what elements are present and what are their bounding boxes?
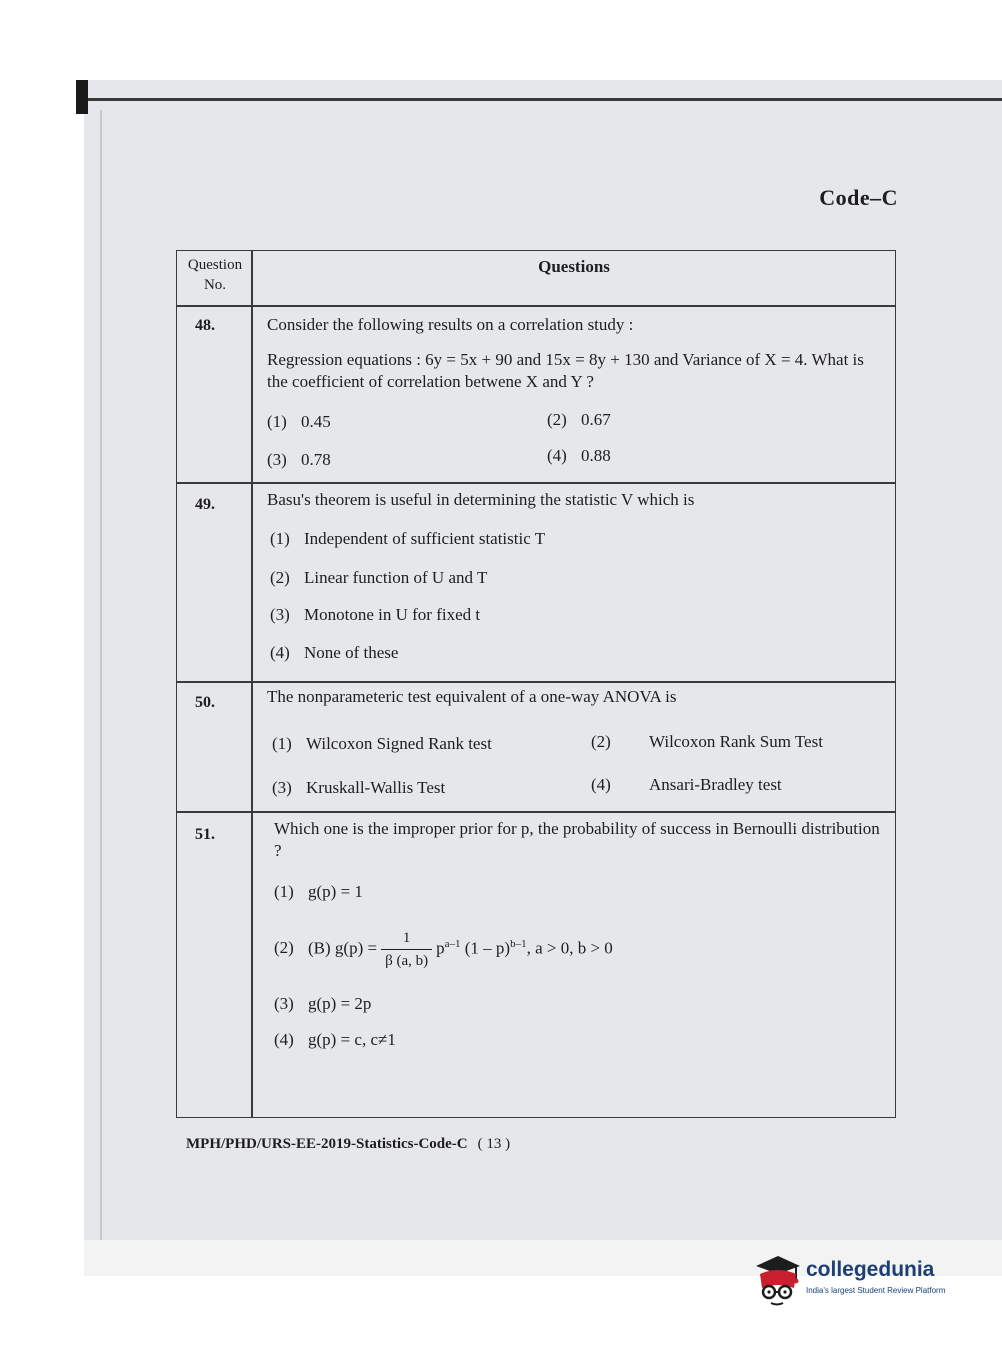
row-divider bbox=[177, 811, 895, 813]
option-text: 0.45 bbox=[301, 412, 331, 431]
footer-code: MPH/PHD/URS-EE-2019-Statistics-Code-C bbox=[186, 1136, 468, 1152]
logo-name: collegedunia bbox=[806, 1258, 935, 1281]
option-number: (1) bbox=[274, 882, 294, 901]
option-term: p bbox=[436, 938, 445, 958]
option-number: (1) bbox=[267, 412, 287, 431]
fraction-numerator: 1 bbox=[381, 927, 432, 950]
header-question-no: Question No. bbox=[187, 257, 243, 293]
fraction bbox=[381, 927, 432, 972]
option-number: (4) bbox=[274, 1030, 294, 1049]
option-text: Independent of sufficient statistic T bbox=[304, 529, 546, 548]
option-number: (4) bbox=[547, 446, 567, 465]
option-number: (3) bbox=[267, 450, 287, 469]
fraction-denominator: β (a, b) bbox=[385, 953, 429, 969]
option-text: Monotone in U for fixed t bbox=[304, 605, 481, 624]
column-divider bbox=[251, 251, 253, 1117]
logo-tagline: India's largest Student Review Platform bbox=[806, 1286, 946, 1295]
scan-binding-mark bbox=[76, 80, 88, 114]
option bbox=[267, 449, 331, 471]
option bbox=[267, 411, 331, 433]
option bbox=[274, 1029, 396, 1051]
question-text: Basu's theorem is useful in determining the statistic V which is bbox=[267, 490, 695, 509]
option-term: (1 – p) bbox=[460, 938, 511, 958]
option bbox=[274, 881, 363, 903]
page-number: ( 13 ) bbox=[477, 1136, 511, 1152]
option-number: (1) bbox=[270, 529, 290, 548]
row-divider bbox=[177, 482, 895, 484]
option-number: (4) bbox=[591, 775, 611, 794]
option-number: (4) bbox=[270, 643, 290, 662]
exponent: a–1 bbox=[444, 937, 461, 950]
option bbox=[547, 409, 611, 431]
option-number: (3) bbox=[272, 778, 292, 797]
option bbox=[270, 567, 487, 589]
option bbox=[274, 927, 613, 972]
option-number: (2) bbox=[274, 938, 294, 958]
option bbox=[274, 993, 371, 1015]
option bbox=[591, 774, 782, 796]
mascot-icon bbox=[752, 1252, 804, 1308]
question-text-detail: Regression equations : 6y = 5x + 90 and 15x = 8y + 130 and Variance of X = 4. What is the coefficient of correlation betwene X and Y ? bbox=[267, 350, 864, 391]
question-number: 48. bbox=[195, 317, 215, 334]
option bbox=[591, 731, 823, 753]
option bbox=[547, 445, 611, 467]
scan-left-edge bbox=[100, 110, 102, 1270]
question-text: Which one is the improper prior for p, the probability of success in Bernoulli distribution ? bbox=[274, 819, 880, 860]
option bbox=[270, 642, 398, 664]
scan-top-edge bbox=[84, 98, 1002, 101]
option-text: Kruskall-Wallis Test bbox=[306, 778, 446, 797]
option-text: Ansari-Bradley test bbox=[649, 775, 782, 794]
header-questions: Questions bbox=[538, 257, 610, 276]
option-text: Wilcoxon Signed Rank test bbox=[306, 734, 492, 753]
option bbox=[272, 733, 492, 755]
option-number: (2) bbox=[270, 568, 290, 587]
option-condition: , a > 0, b > 0 bbox=[526, 938, 613, 958]
question-text: The nonparameteric test equivalent of a one-way ANOVA is bbox=[267, 687, 677, 706]
option-number: (2) bbox=[547, 410, 567, 429]
exponent: b–1 bbox=[510, 937, 527, 950]
option-text: g(p) = c, c≠1 bbox=[308, 1030, 396, 1049]
option-number: (1) bbox=[272, 734, 292, 753]
page-footer bbox=[186, 1136, 510, 1153]
header-divider bbox=[177, 305, 895, 307]
option-text: g(p) = 2p bbox=[308, 994, 372, 1013]
option-text: None of these bbox=[304, 643, 399, 662]
paper-code: Code–C bbox=[819, 185, 898, 210]
question-table bbox=[176, 250, 896, 1118]
option bbox=[272, 777, 445, 799]
collegedunia-logo bbox=[752, 1252, 972, 1312]
question-number: 49. bbox=[195, 496, 215, 513]
option-text: Linear function of U and T bbox=[304, 568, 488, 587]
option bbox=[270, 528, 545, 550]
question-text: Consider the following results on a correlation study : bbox=[267, 315, 634, 334]
option-text: 0.78 bbox=[301, 450, 331, 469]
option-text: 0.88 bbox=[581, 446, 611, 465]
option-number: (3) bbox=[274, 994, 294, 1013]
question-number: 50. bbox=[195, 694, 215, 711]
question-number: 51. bbox=[195, 826, 215, 843]
option-text: g(p) = 1 bbox=[308, 882, 363, 901]
option-text: 0.67 bbox=[581, 410, 611, 429]
option-number: (3) bbox=[270, 605, 290, 624]
option-text: Wilcoxon Rank Sum Test bbox=[649, 732, 823, 751]
option-prefix: (B) g(p) = bbox=[308, 938, 378, 958]
option-number: (2) bbox=[591, 732, 611, 751]
option bbox=[270, 604, 480, 626]
row-divider bbox=[177, 681, 895, 683]
